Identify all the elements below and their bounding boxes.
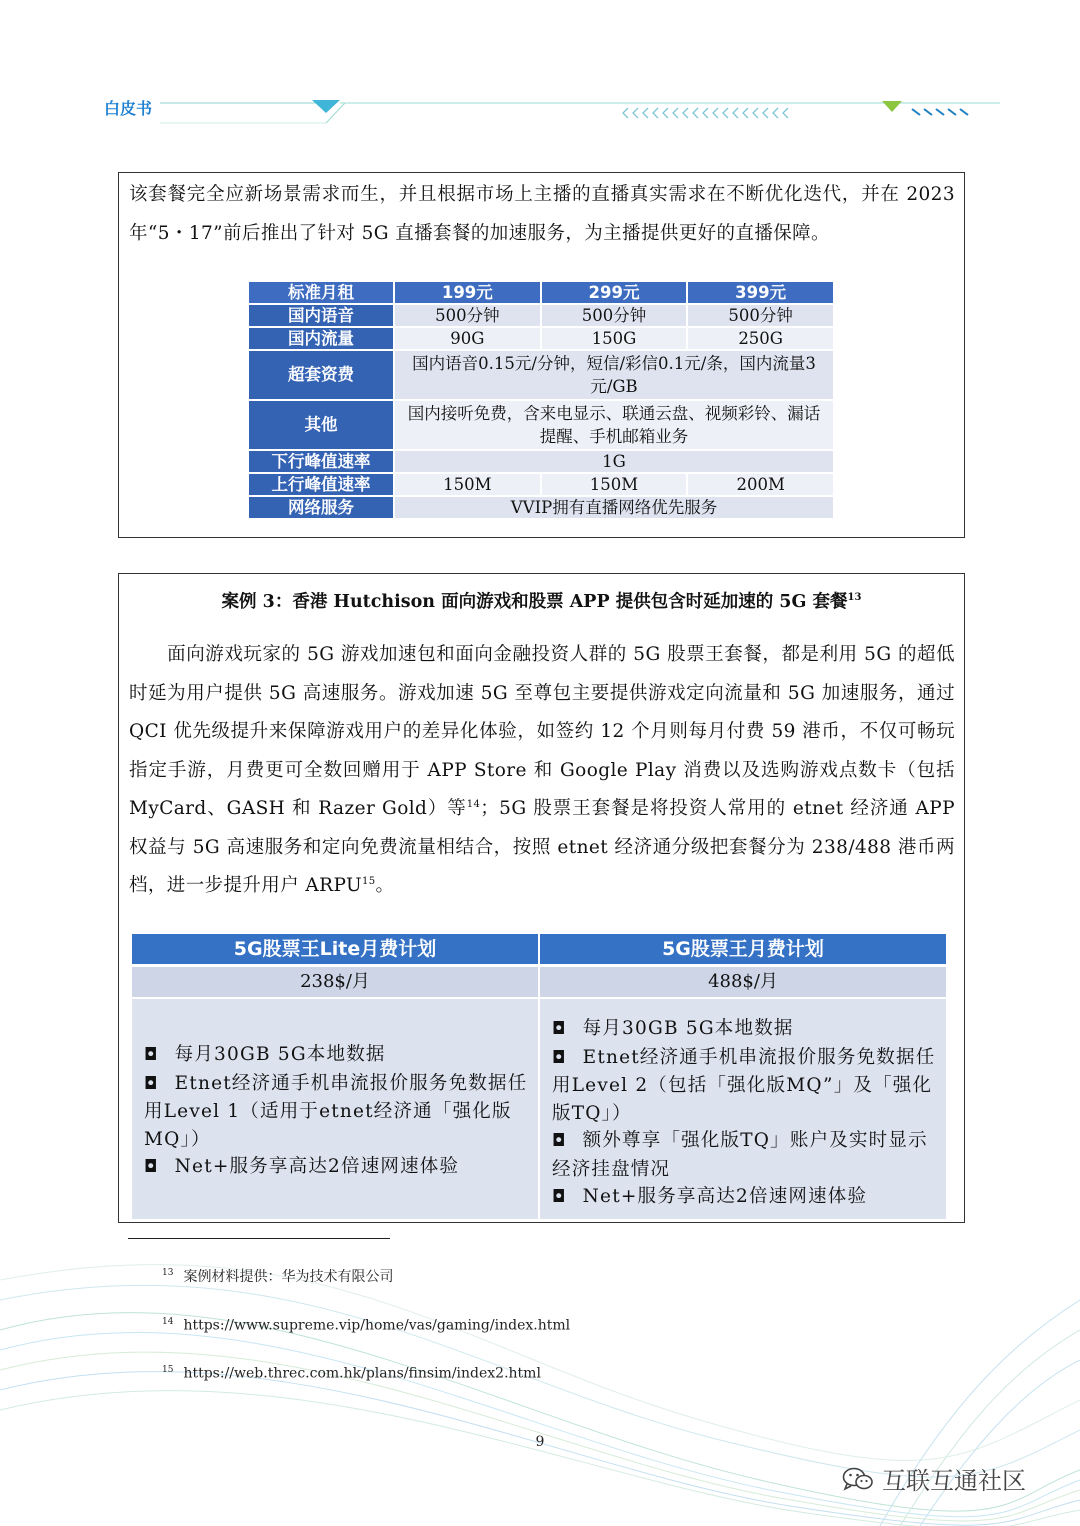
case-box-live-plan <box>118 172 965 538</box>
table-row <box>248 400 834 450</box>
footnote-number: 13 <box>162 1268 174 1279</box>
footnote-15[interactable] <box>162 1365 541 1382</box>
paragraph-text: 面向游戏玩家的 5G 游戏加速包和面向金融投资人群的 5G 股票王套餐，都是利用 5G 的超低时延为用户提供 5G 高速服务。游戏加速 5G 至尊包主要提供游戏定向流量和 5G 加速服务，通过 QCI 优先级提升来保障游戏用户的差异化体验，如签约 12 个月则每月付费 59 港币，不仅可畅玩指定手游，月费更可全数回赠用于 APP Store 和 Google Play 消费以及选购游戏点数卡（包括 MyCard、GASH 和 Razer Gold）等 <box>129 644 955 819</box>
table-cell: 200M <box>687 473 834 496</box>
footnote-14[interactable] <box>162 1317 570 1334</box>
list-item-text: Etnet经济通手机串流报价服务免数据任用Level 1（适用于etnet经济通「强化版MQ」） <box>144 1072 528 1150</box>
case-title-text: 案例 3：香港 Hutchison 面向游戏和股票 APP 提供包含时延加速的 5G 套餐 <box>221 592 848 612</box>
footnote-ref: 15 <box>362 875 376 887</box>
footnote-ref: 13 <box>847 592 862 604</box>
table-cell: 150G <box>541 327 688 350</box>
footnote-ref: 14 <box>466 798 481 810</box>
paragraph-text: 。 <box>375 875 395 896</box>
checkbox-icon: ◘ <box>144 1045 159 1065</box>
footnote-link[interactable]: https://www.supreme.vip/home/vas/gaming/index.html <box>183 1317 571 1334</box>
footnote-number: 14 <box>162 1317 174 1327</box>
checkbox-icon: ◘ <box>144 1073 159 1094</box>
row-label: 下行峰值速率 <box>248 450 394 473</box>
list-item <box>552 1015 936 1044</box>
list-item <box>552 1044 936 1128</box>
footnote-13 <box>162 1266 393 1286</box>
list-item <box>552 1127 936 1183</box>
row-label: 上行峰值速率 <box>248 473 394 496</box>
footnote-link[interactable]: https://web.threc.com.hk/plans/finsim/index2.html <box>183 1365 541 1382</box>
footnote-text: 案例材料提供：华为技术有限公司 <box>183 1269 394 1285</box>
footnote-number: 15 <box>162 1365 174 1375</box>
checkbox-icon: ◘ <box>552 1047 567 1068</box>
list-item <box>144 1041 528 1070</box>
full-plan-price: 488$/月 <box>540 967 946 997</box>
lite-plan-header: 5G股票王Lite月费计划 <box>132 934 538 964</box>
table-cell-merged: 国内接听免费，含来电显示、联通云盘、视频彩铃、漏话提醒、手机邮箱业务 <box>394 400 834 450</box>
row-label: 其他 <box>248 400 394 450</box>
table-cell: 500分钟 <box>541 304 688 327</box>
list-item-text: 额外尊享「强化版TQ」账户及实时显示经济挂盘情况 <box>552 1130 928 1180</box>
table-row <box>248 450 834 473</box>
live-plan-paragraph: 该套餐完全应新场景需求而生，并且根据市场上主播的直播真实需求在不断优化迭代，并在 2023 年“5・17”前后推出了针对 5G 直播套餐的加速服务，为主播提供更好的直播保障。 <box>129 184 955 244</box>
price-cell: 399元 <box>687 281 834 304</box>
table-cell-merged: 1G <box>394 450 834 473</box>
row-label: 国内语音 <box>248 304 394 327</box>
table-row <box>248 304 834 327</box>
case-title <box>119 588 964 613</box>
row-label: 国内流量 <box>248 327 394 350</box>
row-label: 网络服务 <box>248 496 394 519</box>
table-cell-merged: VVIP拥有直播网络优先服务 <box>394 496 834 519</box>
full-plan-header: 5G股票王月费计划 <box>540 934 946 964</box>
watermark-text: 互联互通社区 <box>882 1467 1026 1495</box>
table-cell: 150M <box>394 473 541 496</box>
lite-plan-features <box>132 999 538 1219</box>
case-paragraph <box>129 636 955 906</box>
table-row <box>248 281 834 304</box>
table-cell: 90G <box>394 327 541 350</box>
footnote-divider <box>128 1238 390 1239</box>
header-decoration <box>0 95 1080 135</box>
checkbox-icon: ◘ <box>552 1131 567 1151</box>
table-cell-merged: 国内语音0.15元/分钟，短信/彩信0.1元/条，国内流量3元/GB <box>394 350 834 400</box>
list-item-text: Net+服务享高达2倍速网速体验 <box>174 1156 460 1177</box>
list-item-text: 每月30GB 5G本地数据 <box>582 1018 794 1039</box>
wechat-watermark <box>842 1461 1026 1496</box>
price-cell: 299元 <box>541 281 688 304</box>
table-row <box>248 496 834 519</box>
case-box-hutchison <box>118 573 965 1223</box>
table-row <box>248 327 834 350</box>
table-row <box>248 350 834 400</box>
plan-pricing-table <box>247 280 835 520</box>
row-label: 超套资费 <box>248 350 394 400</box>
header-label: 白皮书 <box>104 99 153 118</box>
list-item-text: Net+服务享高达2倍速网速体验 <box>582 1186 868 1207</box>
table-cell: 500分钟 <box>394 304 541 327</box>
list-item <box>552 1183 936 1212</box>
page-number: 9 <box>535 1434 545 1450</box>
table-cell: 150M <box>541 473 688 496</box>
full-plan-features <box>540 999 946 1219</box>
table-cell: 250G <box>687 327 834 350</box>
checkbox-icon: ◘ <box>144 1157 159 1177</box>
checkbox-icon: ◘ <box>552 1019 567 1039</box>
list-item <box>144 1153 528 1182</box>
row-label: 标准月租 <box>248 281 394 304</box>
lite-plan-price: 238$/月 <box>132 967 538 997</box>
list-item-text: 每月30GB 5G本地数据 <box>174 1044 386 1065</box>
list-item-text: Etnet经济通手机串流报价服务免数据任用Level 2（包括「强化版MQ”」及「强化版TQ」） <box>552 1046 936 1124</box>
table-row <box>248 473 834 496</box>
paragraph-text: ；5G 股票王套餐是将投资人常用的 etnet 经济通 APP 权益与 5G 高速服务和定向免费流量相结合，按照 etnet 经济通分级把套餐分为 238/488 港币两档，进一步提升用户 ARPU <box>129 798 955 896</box>
table-cell: 500分钟 <box>687 304 834 327</box>
wechat-icon <box>842 1466 874 1492</box>
price-cell: 199元 <box>394 281 541 304</box>
list-item <box>144 1070 528 1154</box>
checkbox-icon: ◘ <box>552 1187 567 1207</box>
